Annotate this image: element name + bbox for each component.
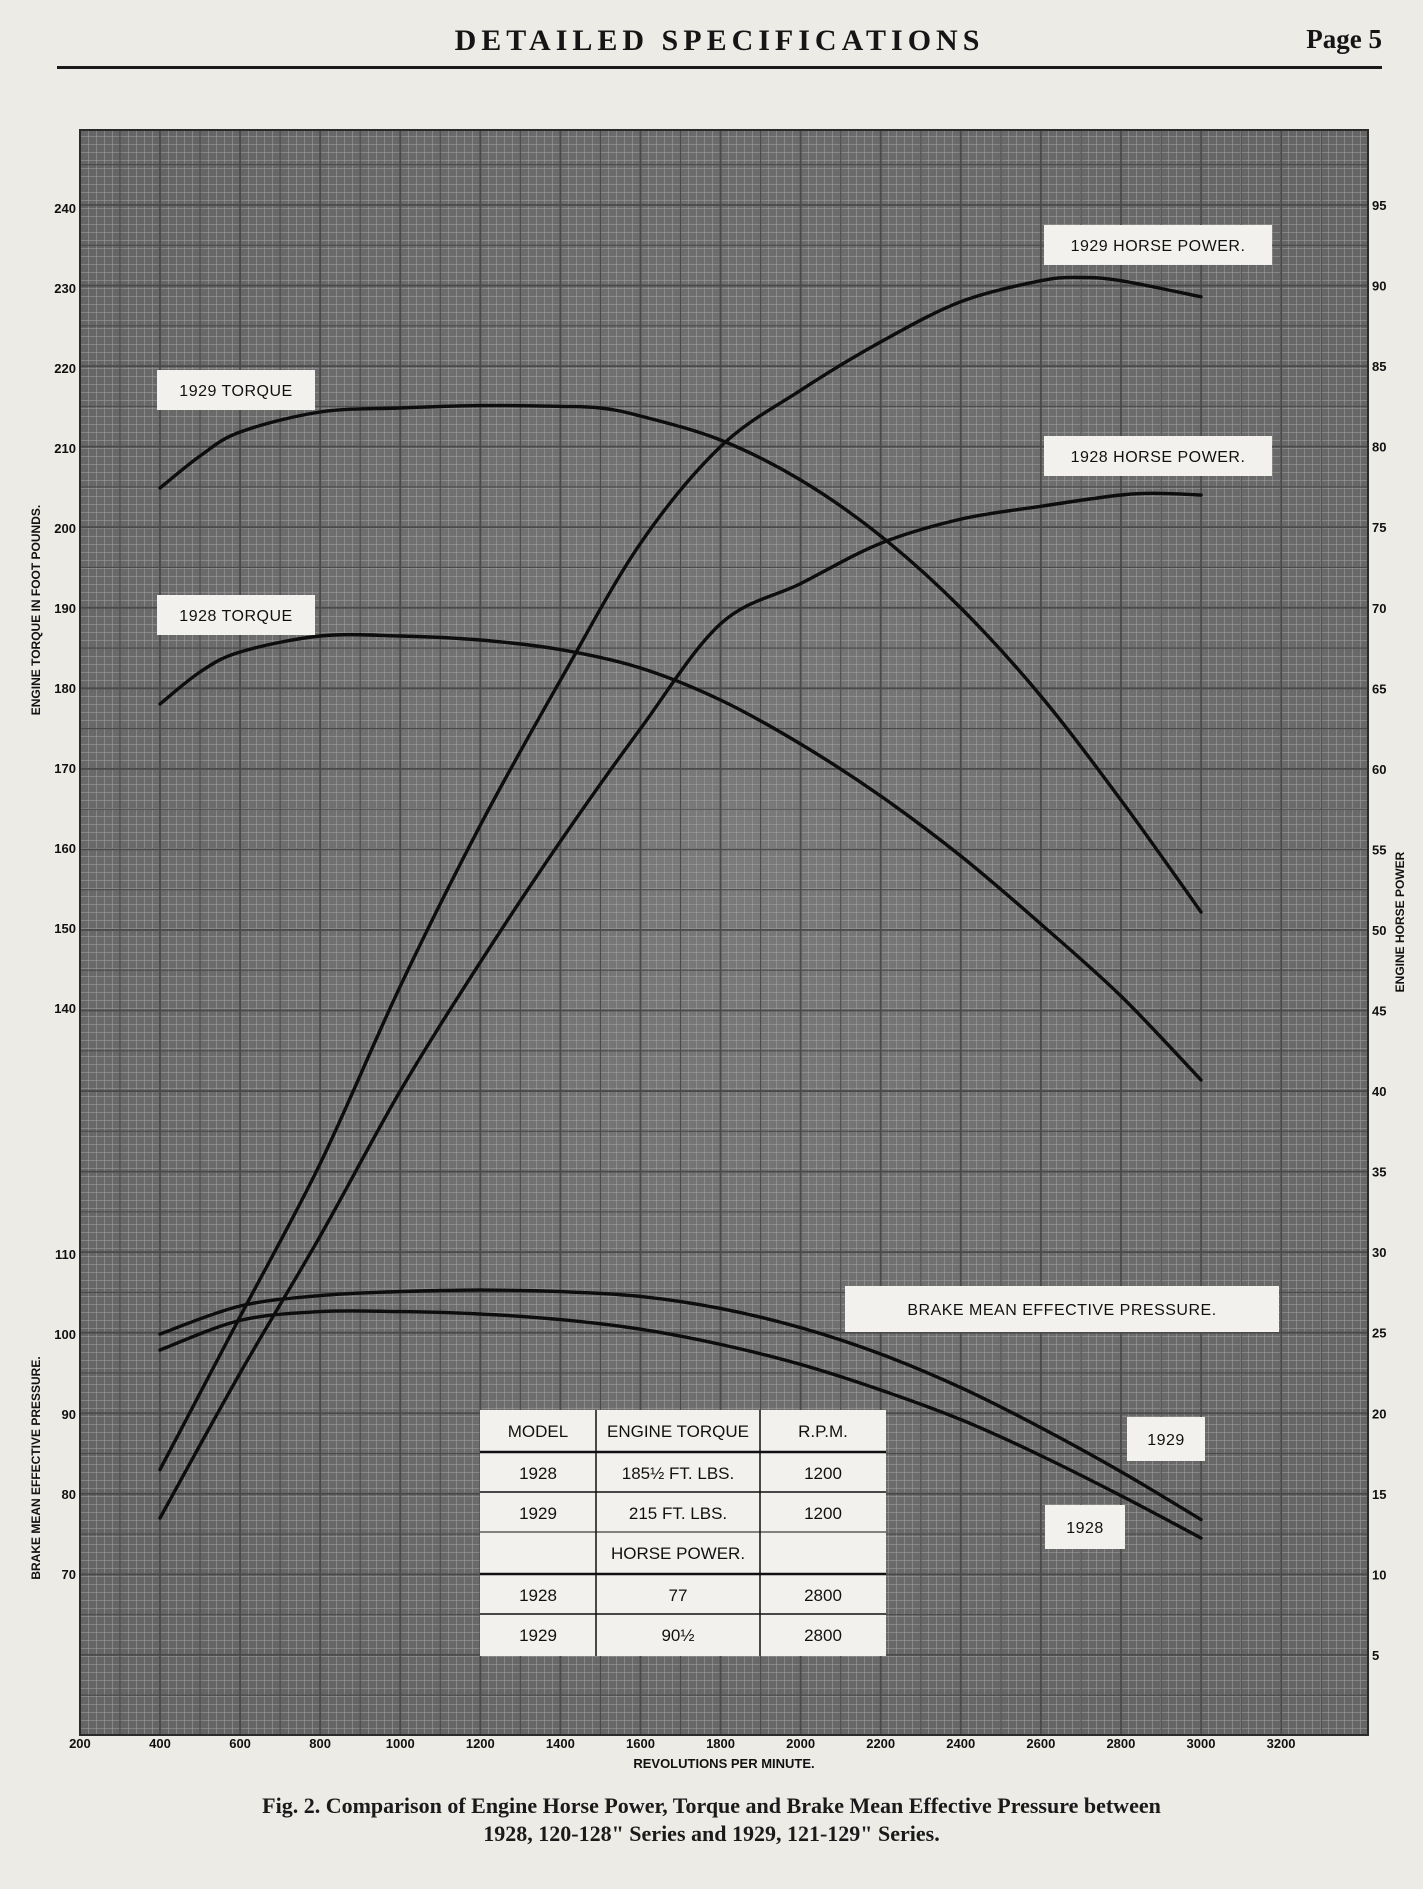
- hp-tick-label: 90: [1372, 278, 1387, 294]
- label-bmep-1928-text: 1928: [1066, 1519, 1104, 1537]
- torque-tick-label: 160: [54, 841, 76, 856]
- x-axis-title: REVOLUTIONS PER MINUTE.: [633, 1756, 815, 1771]
- hp-tick-label: 55: [1372, 842, 1387, 858]
- spec-table-cell: 90½: [661, 1626, 695, 1645]
- y-axis-title-hp: ENGINE HORSE POWER: [1393, 851, 1407, 993]
- spec-table-cell: 77: [668, 1586, 688, 1605]
- torque-tick-label: 190: [54, 601, 76, 616]
- hp-tick-label: 15: [1372, 1486, 1387, 1502]
- hp-tick-label: 20: [1372, 1406, 1387, 1422]
- x-tick-label: 2400: [946, 1736, 976, 1751]
- bmep-tick-label: 90: [61, 1407, 76, 1422]
- x-tick-label: 1400: [545, 1736, 575, 1751]
- hp-tick-label: 40: [1372, 1084, 1387, 1100]
- torque-tick-label: 140: [54, 1001, 76, 1016]
- spec-table-background: [480, 1410, 886, 1656]
- caption-line-2: 1928, 120-128" Series and 1929, 121-129" Series.: [483, 1821, 940, 1846]
- figure-caption: [100, 1792, 1323, 1848]
- page-title: DETAILED SPECIFICATIONS: [454, 24, 985, 57]
- torque-tick-label: 200: [54, 521, 76, 536]
- bmep-tick-label: 70: [61, 1567, 76, 1582]
- x-tick-label: 600: [229, 1736, 251, 1751]
- label-1928-torque: [157, 595, 315, 635]
- hp-tick-label: 80: [1372, 439, 1387, 455]
- label-1928-hp-text: 1928 HORSE POWER.: [1070, 448, 1246, 466]
- hp-tick-label: 75: [1372, 520, 1387, 536]
- spec-table-subheader: HORSE POWER.: [610, 1544, 746, 1563]
- torque-tick-label: 220: [54, 361, 76, 376]
- spec-table-cell: 215 FT. LBS.: [628, 1504, 728, 1523]
- spec-table-cell: 1929: [519, 1626, 557, 1645]
- x-tick-label: 1000: [385, 1736, 415, 1751]
- hp-tick-label: 10: [1372, 1567, 1387, 1583]
- label-1928-torque-text: 1928 TORQUE: [179, 607, 293, 625]
- spec-table-cell: 2800: [804, 1586, 842, 1605]
- hp-tick-label: 95: [1372, 198, 1387, 213]
- x-tick-label: 1200: [465, 1736, 495, 1751]
- torque-tick-label: 180: [54, 681, 76, 696]
- label-bmep-text: BRAKE MEAN EFFECTIVE PRESSURE.: [907, 1301, 1217, 1319]
- label-1929-torque-text: 1929 TORQUE: [179, 382, 293, 400]
- label-bmep-1929: [1127, 1417, 1205, 1461]
- spec-table-header: ENGINE TORQUE: [606, 1422, 750, 1441]
- x-tick-label: 1800: [706, 1736, 735, 1751]
- bmep-tick-label: 110: [55, 1247, 76, 1262]
- torque-tick-label: 240: [54, 201, 76, 216]
- x-tick-label: 2600: [1026, 1736, 1056, 1751]
- hp-tick-label: 5: [1372, 1647, 1380, 1663]
- label-bmep-1929-text: 1929: [1147, 1431, 1185, 1449]
- x-tick-label: 800: [309, 1736, 332, 1751]
- hp-tick-label: 85: [1372, 359, 1387, 375]
- caption-line-1: Fig. 2. Comparison of Engine Horse Power, Torque and Brake Mean Effective Pressure between: [262, 1793, 1161, 1818]
- hp-tick-label: 45: [1372, 1003, 1387, 1019]
- spec-table-cell: 1929: [519, 1504, 557, 1523]
- label-1929-hp-text: 1929 HORSE POWER.: [1070, 237, 1246, 255]
- label-bmep-1928: [1045, 1505, 1125, 1549]
- x-tick-label: 3200: [1266, 1736, 1296, 1751]
- label-1928-hp: [1044, 436, 1272, 476]
- hp-tick-label: 65: [1372, 681, 1387, 697]
- torque-tick-label: 230: [54, 281, 76, 296]
- spec-table-header: MODEL: [507, 1422, 569, 1441]
- hp-tick-label: 25: [1372, 1325, 1387, 1341]
- hp-tick-label: 70: [1372, 600, 1387, 616]
- x-tick-label: 3000: [1186, 1736, 1216, 1751]
- page-number: Page 5: [1306, 24, 1382, 54]
- x-tick-label: 400: [149, 1736, 171, 1751]
- spec-table: [480, 1410, 886, 1656]
- x-tick-label: 2000: [786, 1736, 816, 1751]
- x-tick-label: 200: [69, 1736, 91, 1751]
- bmep-tick-label: 80: [61, 1487, 76, 1502]
- x-tick-label: 1600: [626, 1736, 655, 1751]
- bmep-tick-label: 100: [54, 1327, 76, 1342]
- hp-tick-label: 30: [1372, 1245, 1387, 1261]
- hp-tick-label: 60: [1372, 761, 1387, 777]
- hp-tick-label: 35: [1372, 1164, 1387, 1180]
- label-1929-torque: [157, 370, 315, 410]
- hp-tick-label: 50: [1372, 922, 1387, 938]
- torque-tick-label: 210: [54, 441, 76, 456]
- spec-table-header: R.P.M.: [798, 1422, 848, 1441]
- x-tick-label: 2200: [866, 1736, 896, 1751]
- spec-table-cell: 2800: [804, 1626, 842, 1645]
- torque-tick-label: 170: [54, 761, 76, 776]
- y-axis-title-bmep: BRAKE MEAN EFFECTIVE PRESSURE.: [29, 1356, 43, 1580]
- y-axis-title-torque: ENGINE TORQUE IN FOOT POUNDS.: [29, 504, 43, 716]
- spec-table-cell: 1928: [519, 1464, 557, 1483]
- label-1929-hp: [1044, 225, 1272, 265]
- spec-table-cell: 1928: [519, 1586, 557, 1605]
- spec-table-cell: 1200: [804, 1504, 842, 1523]
- x-tick-label: 2800: [1106, 1736, 1136, 1751]
- spec-table-cell: 1200: [804, 1464, 842, 1483]
- spec-table-cell: 185½ FT. LBS.: [621, 1464, 735, 1483]
- torque-tick-label: 150: [54, 921, 76, 936]
- label-bmep: [845, 1286, 1279, 1332]
